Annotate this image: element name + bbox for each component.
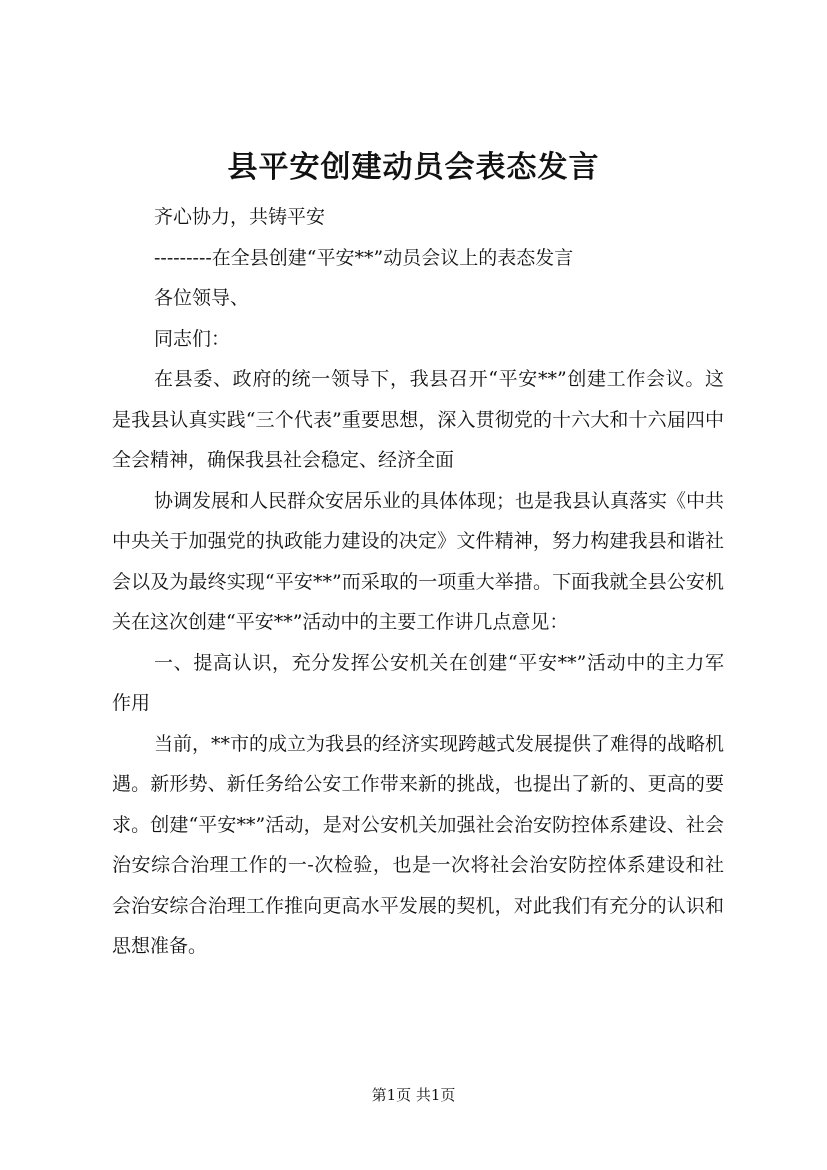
paragraph-intro: 在县委、政府的统一领导下，我县召开“平安**”创建工作会议。这是我县认真实践“三个代表”重要思想，深入贯彻党的十六大和十六届四中全会精神，确保我县社会稳定、经济全面 xyxy=(112,368,724,471)
paragraph-salutation-leaders: 各位领导、 xyxy=(154,287,250,309)
section-heading-1: 一、提高认识，充分发挥公安机关在创建“平安**”活动中的主力军作用 xyxy=(112,651,724,714)
paragraph-section-1: 当前，**市的成立为我县的经济实现跨越式发展提供了难得的战略机遇。新形势、新任务给公安工作带来新的挑战，也提出了新的、更高的要求。创建“平安**”活动，是对公安机关加强社会治安防控体系建设、社会治安综合治理工作的一-次检验，也是一次将社会治安防控体系建设和社会治安综合治理工作推向更高水平发展的契机，对此我们有充分的认识和思想准备。 xyxy=(112,732,725,957)
document-body xyxy=(112,197,724,967)
paragraph-intro-continued: 协调发展和人民群众安居乐业的具体体现；也是我县认真落实《中共中央关于加强党的执政能力建设的决定》文件精神，努力构建我县和谐社会以及为最终实现“平安**”而采取的一项重大举措。下面我就全县公安机关在这次创建“平安**”活动中的主要工作讲几点意见： xyxy=(112,489,725,633)
page-footer: 第1页 共1页 xyxy=(371,1086,456,1104)
paragraph-subtitle-note: ---------在全县创建“平安**”动员会议上的表态发言 xyxy=(154,246,574,269)
document-title: 县平安创建动员会表态发言 xyxy=(227,150,600,185)
paragraph-subtitle: 齐心协力，共铸平安 xyxy=(154,206,326,228)
paragraph-salutation-comrades: 同志们： xyxy=(154,327,231,350)
